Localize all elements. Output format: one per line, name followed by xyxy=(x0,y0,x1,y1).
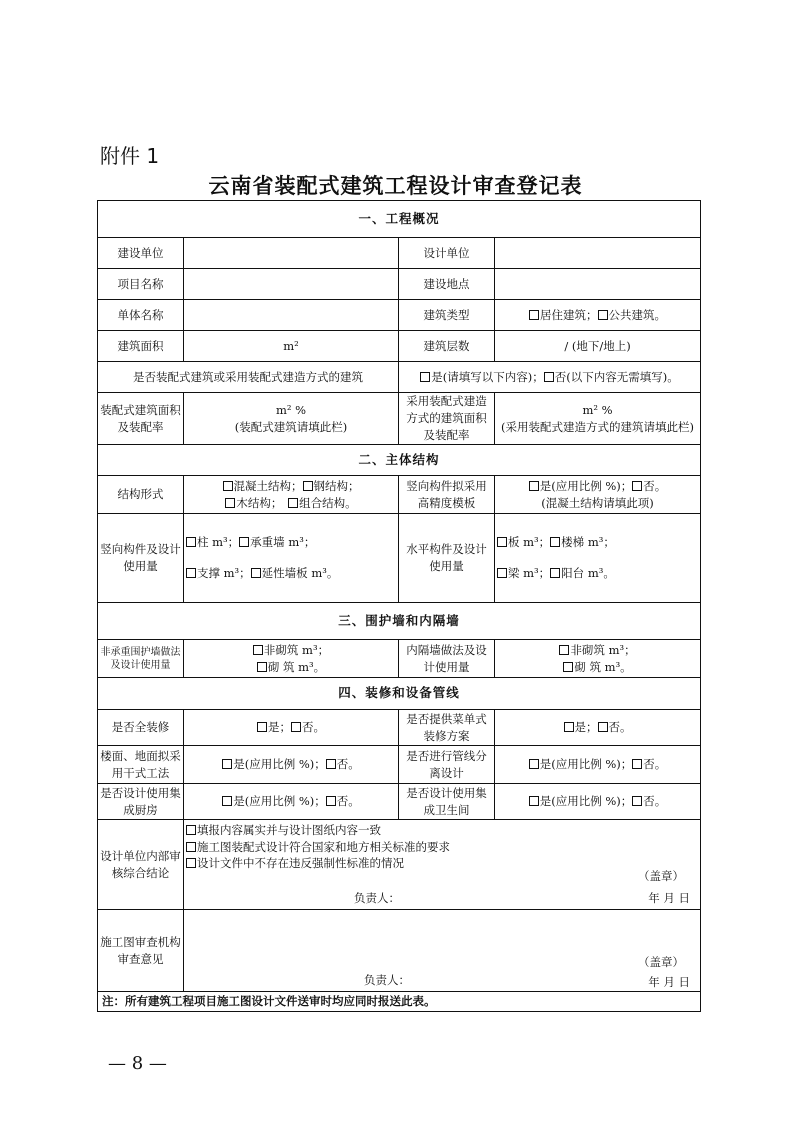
check-truthful: 填报内容属实并与设计图纸内容一致 xyxy=(197,823,381,837)
method-area-field[interactable] xyxy=(495,393,701,445)
full-no: 否。 xyxy=(302,720,325,735)
pipe-separation-options xyxy=(495,746,701,784)
footnote: 注：所有建筑工程项目施工图设计文件送审时均应同时报送此表。 xyxy=(98,992,701,1012)
prefab-yes: 是(请填写以下内容)； xyxy=(431,369,544,384)
vertical-members-label: 竖向构件及设计使用量 xyxy=(98,514,184,603)
pipe-no: 否。 xyxy=(643,757,667,772)
checkbox[interactable] xyxy=(326,796,336,806)
steel-option: 钢结构； xyxy=(313,478,360,493)
prefab-question: 是否装配式建筑或采用装配式建造方式的建筑 xyxy=(98,362,399,393)
checkbox[interactable] xyxy=(497,537,507,547)
beam-qty: 梁 m³； xyxy=(508,566,551,580)
outer-wall-label: 非承重围护墙做法及设计使用量 xyxy=(98,640,184,678)
structure-form-label: 结构形式 xyxy=(98,476,184,514)
checkbox[interactable] xyxy=(559,645,569,655)
menu-decoration-label: 是否提供菜单式装修方案 xyxy=(399,710,495,746)
checkbox[interactable] xyxy=(303,481,313,491)
build-unit-field[interactable] xyxy=(184,238,399,269)
prefab-area-field[interactable] xyxy=(184,393,399,445)
full-decoration-label: 是否全装修 xyxy=(98,710,184,746)
build-site-label: 建设地点 xyxy=(399,269,495,300)
inner-wall-field xyxy=(495,640,701,678)
prefab-no: 否(以下内容无需填写)。 xyxy=(554,369,679,384)
formwork-label: 竖向构件拟采用高精度模板 xyxy=(399,476,495,514)
agency-review-field[interactable] xyxy=(184,910,701,992)
building-area-field[interactable] xyxy=(184,331,399,362)
dry-no: 否。 xyxy=(336,757,360,772)
checkbox[interactable] xyxy=(497,568,507,578)
seal-label: （盖章） xyxy=(638,869,685,883)
document-title: 云南省装配式建筑工程设计审查登记表 xyxy=(208,173,583,198)
wood-option: 木结构； xyxy=(236,495,277,510)
prefab-area-units: m² % xyxy=(275,402,307,417)
slab-qty: 板 m³； xyxy=(508,535,551,550)
building-type-label: 建筑类型 xyxy=(399,300,495,331)
agency-review-label: 施工图审查机构审查意见 xyxy=(98,910,184,992)
checkbox[interactable] xyxy=(326,759,336,769)
full-decoration-options xyxy=(184,710,399,746)
checkbox[interactable] xyxy=(186,842,196,852)
method-area-note: (采用装配式建造方式的建筑请填此栏) xyxy=(501,419,695,434)
design-unit-field[interactable] xyxy=(495,238,701,269)
section-header-overview: 一、工程概况 xyxy=(98,201,701,238)
project-name-field[interactable] xyxy=(184,269,399,300)
dry-yes: 是(应用比例 %)； xyxy=(233,757,326,772)
checkbox[interactable] xyxy=(253,645,263,655)
prefab-area-label: 装配式建筑面积及装配率 xyxy=(98,393,184,445)
build-unit-label: 建设单位 xyxy=(98,238,184,269)
brace-qty: 支撑 m³； xyxy=(197,566,251,580)
bath-yes: 是(应用比例 %)； xyxy=(539,794,633,809)
checkbox[interactable] xyxy=(186,825,196,835)
prefab-area-note: (装配式建筑请填此栏) xyxy=(234,419,348,434)
check-mandatory: 设计文件中不存在违反强制性标准的情况 xyxy=(197,856,404,871)
full-yes: 是； xyxy=(268,720,291,735)
checkbox[interactable] xyxy=(632,796,642,806)
stair-qty: 楼梯 m³； xyxy=(561,535,615,550)
outer-nonmasonry: 非砌筑 m³； xyxy=(263,642,330,657)
checkbox[interactable] xyxy=(564,722,574,732)
responsible-label: 负责人： xyxy=(354,891,400,905)
checkbox[interactable] xyxy=(223,481,233,491)
checkbox[interactable] xyxy=(251,568,261,578)
checkbox[interactable] xyxy=(420,372,430,382)
section-header-walls: 三、围护墙和内隔墙 xyxy=(98,603,701,640)
internal-review-field xyxy=(184,820,701,910)
integrated-bath-label: 是否设计使用集成卫生间 xyxy=(399,784,495,820)
dry-method-label: 楼面、地面拟采用干式工法 xyxy=(98,746,184,784)
checkbox[interactable] xyxy=(225,498,235,508)
integrated-kitchen-label: 是否设计使用集成厨房 xyxy=(98,784,184,820)
page-number: — 8 — xyxy=(108,1053,167,1074)
checkbox[interactable] xyxy=(544,372,554,382)
outer-wall-field xyxy=(184,640,399,678)
floors-label: 建筑层数 xyxy=(399,331,495,362)
seal-label: （盖章） xyxy=(638,955,685,969)
inner-nonmasonry: 非砌筑 m³； xyxy=(570,642,636,657)
responsible-label: 负责人： xyxy=(364,973,410,987)
composite-option: 组合结构。 xyxy=(299,495,357,510)
checkbox[interactable] xyxy=(257,722,267,732)
column-qty: 柱 m³； xyxy=(197,535,240,550)
checkbox[interactable] xyxy=(222,759,232,769)
checkbox[interactable] xyxy=(291,722,301,732)
prefab-answer xyxy=(399,362,701,393)
checkbox[interactable] xyxy=(550,568,560,578)
date-label: 年 月 日 xyxy=(648,975,691,989)
build-site-field[interactable] xyxy=(495,269,701,300)
formwork-options xyxy=(495,476,701,514)
unit-name-label: 单体名称 xyxy=(98,300,184,331)
inner-wall-label: 内隔墙做法及设计使用量 xyxy=(399,640,495,678)
integrated-bath-options xyxy=(495,784,701,820)
checkbox[interactable] xyxy=(529,481,539,491)
checkbox[interactable] xyxy=(632,481,642,491)
building-area-label: 建筑面积 xyxy=(98,331,184,362)
pipe-yes: 是(应用比例 %)； xyxy=(539,757,633,772)
concrete-option: 混凝土结构； xyxy=(233,478,303,493)
public-option: 公共建筑。 xyxy=(608,307,667,322)
kitchen-no: 否。 xyxy=(336,794,360,809)
menu-no: 否。 xyxy=(608,720,632,735)
check-standards: 施工图装配式设计符合国家和地方相关标准的要求 xyxy=(197,839,450,854)
outer-masonry: 砌 筑 m³。 xyxy=(267,659,326,674)
checkbox[interactable] xyxy=(529,759,539,769)
attachment-label: 附件 1 xyxy=(100,144,160,168)
pipe-separation-label: 是否进行管线分离设计 xyxy=(399,746,495,784)
method-area-label: 采用装配式建造方式的建筑面积及装配率 xyxy=(399,393,495,445)
bath-no: 否。 xyxy=(643,794,667,809)
vertical-members-field xyxy=(184,514,399,603)
checkbox[interactable] xyxy=(632,759,642,769)
design-unit-label: 设计单位 xyxy=(399,238,495,269)
checkbox[interactable] xyxy=(186,858,196,868)
checkbox[interactable] xyxy=(598,722,608,732)
formwork-yes: 是(应用比例 %)； xyxy=(539,478,633,493)
checkbox[interactable] xyxy=(239,537,249,547)
checkbox[interactable] xyxy=(288,498,298,508)
building-type-options xyxy=(495,300,701,331)
checkbox[interactable] xyxy=(529,310,539,320)
residential-option: 居住建筑； xyxy=(540,307,598,322)
date-label: 年 月 日 xyxy=(648,891,691,905)
menu-yes: 是； xyxy=(574,720,598,735)
structure-form-options xyxy=(184,476,399,514)
registration-form-table xyxy=(97,200,701,1012)
project-name-label: 项目名称 xyxy=(98,269,184,300)
checkbox[interactable] xyxy=(222,796,232,806)
section-header-finish: 四、装修和设备管线 xyxy=(98,678,701,710)
inner-masonry: 砌 筑 m³。 xyxy=(574,659,632,674)
checkbox[interactable] xyxy=(186,537,196,547)
checkbox[interactable] xyxy=(550,537,560,547)
bearing-wall-qty: 承重墙 m³； xyxy=(250,535,316,550)
checkbox[interactable] xyxy=(598,310,608,320)
checkbox[interactable] xyxy=(186,568,196,578)
formwork-note: (混凝土结构请填此项) xyxy=(541,495,654,510)
menu-decoration-options xyxy=(495,710,701,746)
integrated-kitchen-options xyxy=(184,784,399,820)
area-unit: m² xyxy=(283,338,299,353)
kitchen-yes: 是(应用比例 %)； xyxy=(233,794,326,809)
dry-method-options xyxy=(184,746,399,784)
checkbox[interactable] xyxy=(257,662,267,672)
formwork-no: 否。 xyxy=(643,478,667,493)
balcony-qty: 阳台 m³。 xyxy=(561,566,615,580)
floors-value: / (地下/地上) xyxy=(564,338,631,353)
unit-name-field[interactable] xyxy=(184,300,399,331)
method-area-units: m² % xyxy=(582,402,613,417)
section-header-structure: 二、主体结构 xyxy=(98,445,701,476)
horizontal-members-label: 水平构件及设计使用量 xyxy=(399,514,495,603)
checkbox[interactable] xyxy=(563,662,573,672)
horizontal-members-field xyxy=(495,514,701,603)
floors-field[interactable] xyxy=(495,331,701,362)
checkbox[interactable] xyxy=(529,796,539,806)
ductile-wall-qty: 延性墙板 m³。 xyxy=(261,566,339,580)
internal-review-label: 设计单位内部审核综合结论 xyxy=(98,820,184,910)
